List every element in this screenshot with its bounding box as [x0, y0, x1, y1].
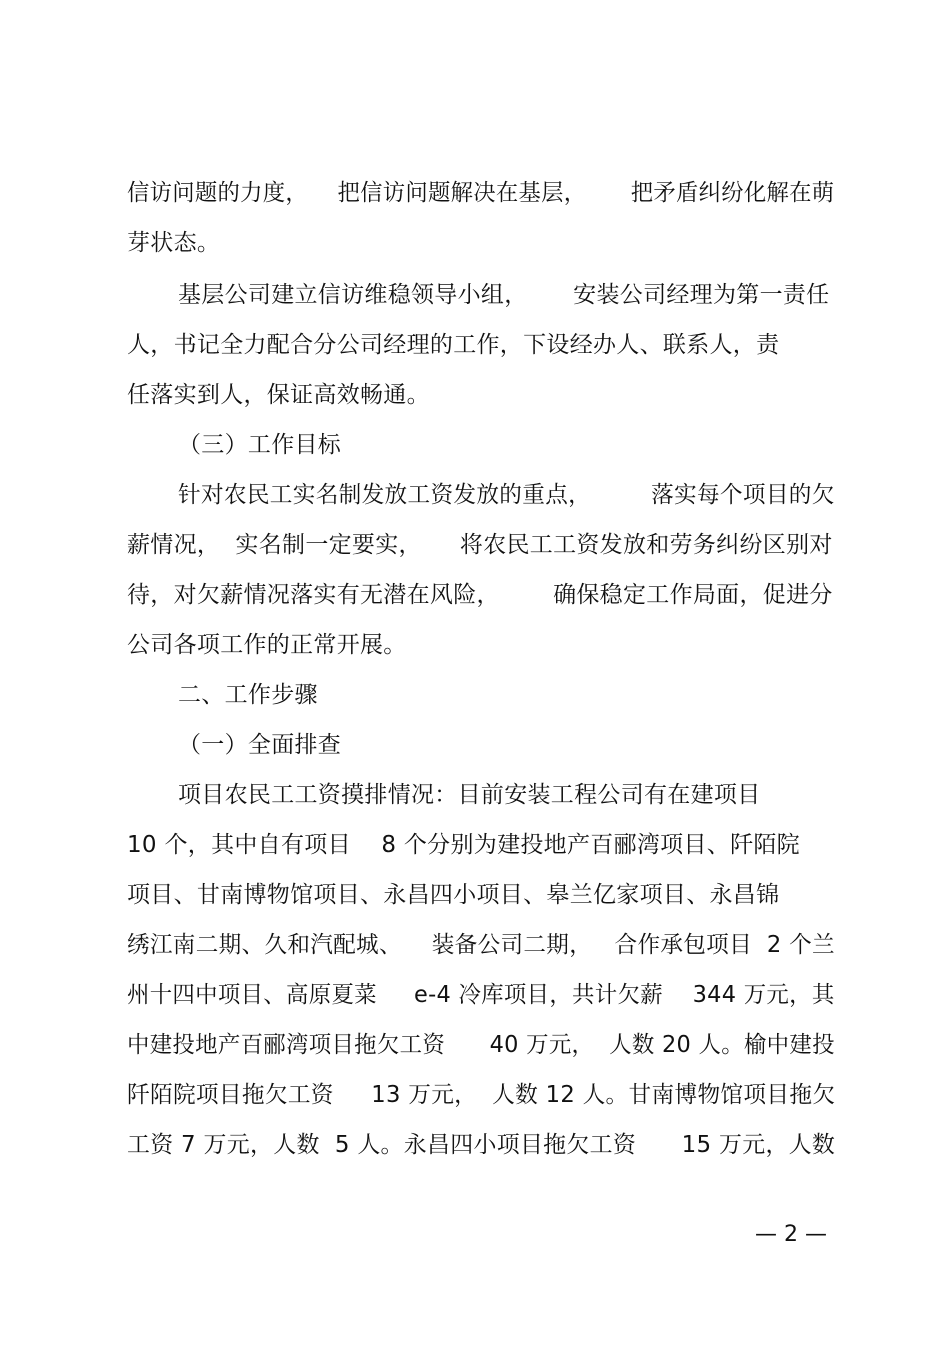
- text-line: 芽状态。: [127, 230, 221, 256]
- section-heading: （一）全面排查: [178, 732, 342, 758]
- text-line: 工资 7 万元，人数 5 人。永昌四小项目拖欠工资 15 万元，人数: [127, 1132, 836, 1158]
- text-line: 待，对欠薪情况落实有无潜在风险， 确保稳定工作局面，促进分: [127, 582, 833, 608]
- text-line: 绣江南二期、久和汽配城、 装备公司二期， 合作承包项目 2 个兰: [127, 932, 835, 958]
- text-line: 人，书记全力配合分公司经理的工作，下设经办人、联系人，责: [127, 332, 780, 358]
- text-line: 任落实到人，保证高效畅通。: [127, 382, 430, 408]
- text-line: 薪情况， 实名制一定要实， 将农民工工资发放和劳务纠纷区别对: [127, 532, 833, 558]
- text-line: 项目农民工工资摸排情况：目前安装工程公司有在建项目: [178, 782, 761, 808]
- text-line: 针对农民工实名制发放工资发放的重点， 落实每个项目的欠: [178, 482, 835, 508]
- section-heading: （三）工作目标: [178, 432, 342, 458]
- text-line: 基层公司建立信访维稳领导小组， 安装公司经理为第一责任: [178, 282, 830, 308]
- text-line: 信访问题的力度， 把信访问题解决在基层， 把矛盾纠纷化解在萌: [127, 180, 835, 206]
- text-line: 州十四中项目、高原夏菜 e-4 冷库项目，共计欠薪 344 万元，其: [127, 982, 835, 1008]
- text-line: 项目、甘南博物馆项目、永昌四小项目、皋兰亿家项目、永昌锦: [127, 882, 780, 908]
- text-line: 阡陌院项目拖欠工资 13 万元， 人数 12 人。甘南博物馆项目拖欠: [127, 1082, 836, 1108]
- text-line: 10 个，其中自有项目 8 个分别为建投地产百郦湾项目、阡陌院: [127, 832, 800, 858]
- page-number: — 2 —: [755, 1222, 827, 1247]
- section-heading: 二、工作步骤: [178, 682, 318, 708]
- text-line: 中建投地产百郦湾项目拖欠工资 40 万元， 人数 20 人。榆中建投: [127, 1032, 835, 1058]
- text-line: 公司各项工作的正常开展。: [127, 632, 407, 658]
